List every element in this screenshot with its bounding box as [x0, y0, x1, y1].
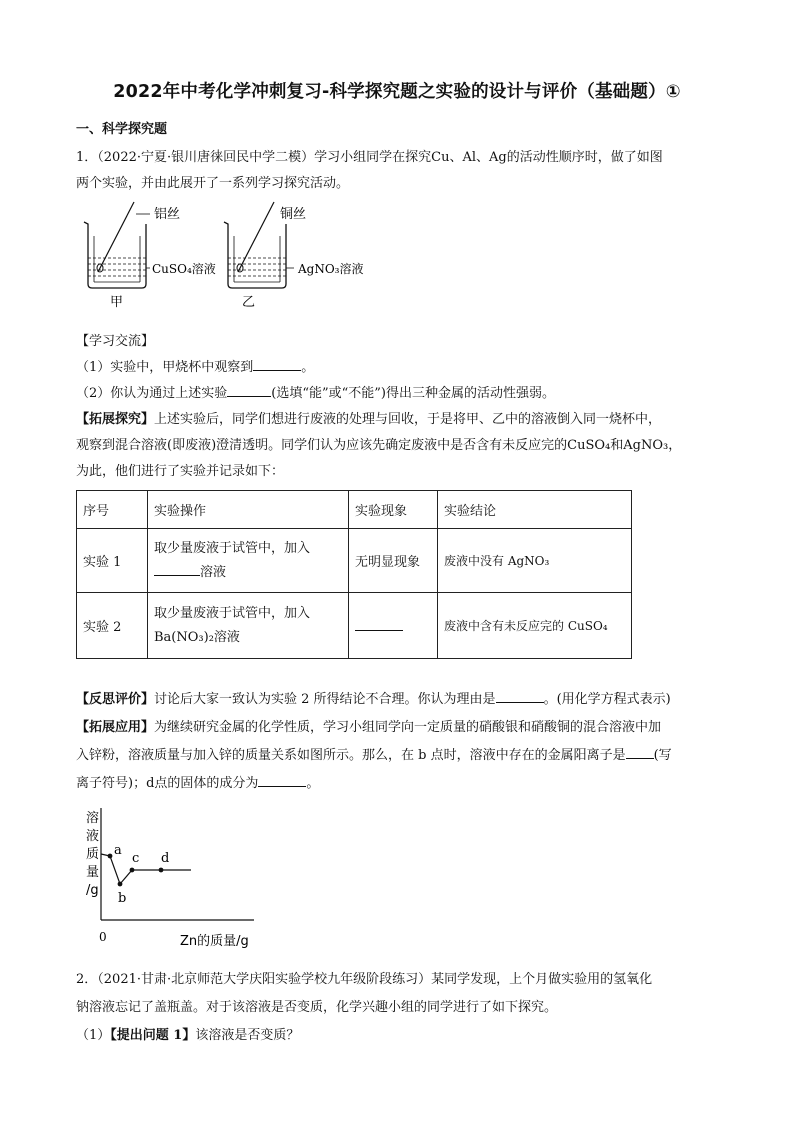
table-header-row — [77, 491, 632, 529]
table-cell: 无明显现象 — [349, 529, 438, 593]
q2-line1: 2．（2021·甘肃·北京师范大学庆阳实验学校九年级阶段练习）某同学发现，上个月做实验用的氢氧化 — [76, 972, 653, 987]
y-axis-label — [86, 810, 99, 898]
beaker1-solution-label: CuSO₄溶液 — [152, 262, 216, 276]
page-title: 2022年中考化学冲刺复习-科学探究题之实验的设计与评价（基础题）① — [113, 82, 681, 102]
y-axis-label-char: /g — [86, 883, 99, 898]
table-cell: 废液中含有未反应完的 CuSO₄ — [438, 593, 632, 659]
answer-blank[interactable] — [154, 561, 200, 576]
expand-text1: 上述实验后，同学们想进行废液的处理与回收，于是将甲、乙中的溶液倒入同一烧杯中， — [154, 412, 662, 427]
answer-blank[interactable] — [355, 616, 403, 631]
q2-line2: 钠溶液忘记了盖瓶盖。对于该溶液是否变质，化学兴趣小组的同学进行了如下探究。 — [76, 1000, 558, 1015]
expand-line2: 观察到混合溶液(即废液)澄清透明。同学们认为应该先确定废液中是否含有未反应完的CuSO₄和AgNO₃， — [76, 438, 682, 453]
point-d — [159, 868, 164, 873]
q1-part1-text: （1）实验中，甲烧杯中观察到 — [76, 360, 254, 375]
op-text: 取少量废液于试管中，加入 — [154, 605, 311, 621]
q1-intro-line1: 1．（2022·宁夏·银川唐徕回民中学二模）学习小组同学在探究Cu、Al、Ag的活动性顺序时，做了如图 — [76, 150, 663, 165]
y-axis-label-char: 液 — [86, 829, 100, 844]
exchange-heading: 【学习交流】 — [76, 334, 155, 349]
table-row — [77, 529, 632, 593]
apply-line1 — [76, 716, 661, 735]
point-label-b: b — [118, 891, 127, 906]
beaker2-wire-label: 铜丝 — [280, 207, 307, 222]
beaker1-name: 甲 — [110, 295, 124, 310]
expand-line1 — [76, 408, 661, 427]
answer-blank[interactable] — [258, 772, 306, 787]
q1-part2-end: (选填“能”或“不能”)得出三种金属的活动性强弱。 — [271, 386, 556, 401]
origin-label: 0 — [99, 930, 107, 944]
apply-text3-end: 。 — [306, 776, 320, 791]
reflect-end: 。(用化学方程式表示) — [543, 692, 671, 707]
table-header: 实验操作 — [148, 491, 349, 529]
apply-heading: 【拓展应用】 — [76, 720, 155, 735]
reflect-heading: 【反思评价】 — [76, 692, 155, 707]
beaker-jia — [84, 202, 150, 288]
point-label-d: d — [161, 851, 170, 866]
reflect-line — [76, 688, 671, 707]
point-label-a: a — [114, 843, 122, 858]
expand-line3: 为此，他们进行了实验并记录如下： — [76, 464, 285, 479]
q1-part2 — [76, 382, 555, 401]
table-cell: 废液中没有 AgNO₃ — [438, 529, 632, 593]
table-cell — [148, 529, 349, 593]
answer-blank[interactable] — [253, 356, 301, 371]
answer-blank[interactable] — [626, 744, 654, 759]
point-c — [130, 868, 135, 873]
table-cell: 实验 1 — [77, 529, 148, 593]
table-cell: 实验 2 — [77, 593, 148, 659]
op-text: 取少量废液于试管中，加入 — [154, 540, 311, 556]
q2-line3 — [76, 1024, 299, 1043]
op-text-line2 — [154, 561, 342, 585]
table-row — [77, 593, 632, 659]
apply-text1: 为继续研究金属的化学性质，学习小组同学向一定质量的硝酸银和硝酸铜的混合溶液中加 — [154, 720, 662, 735]
y-axis-label-char: 质 — [86, 847, 100, 862]
answer-blank[interactable] — [227, 382, 271, 397]
beaker1-wire-label: 铝丝 — [154, 207, 181, 222]
apply-line2 — [76, 744, 672, 763]
q2-line3-prefix: （1） — [76, 1028, 111, 1043]
point-b — [118, 882, 123, 887]
table-cell — [148, 593, 349, 659]
y-axis-label-char: 溶 — [86, 811, 100, 826]
q2-question-heading: 【提出问题 1】 — [110, 1028, 196, 1043]
mass-curve — [101, 854, 191, 884]
expand-heading: 【拓展探究】 — [76, 412, 155, 427]
beaker-figure — [76, 196, 396, 312]
apply-line3 — [76, 772, 319, 791]
experiment-table — [76, 490, 632, 659]
point-label-c: c — [132, 851, 140, 866]
table-header: 序号 — [77, 491, 148, 529]
y-axis-label-char: 量 — [86, 865, 100, 880]
q1-part1-end: 。 — [301, 360, 315, 375]
q1-part1 — [76, 356, 314, 375]
beaker2-name: 乙 — [242, 295, 256, 310]
point-a — [108, 854, 113, 859]
table-cell — [349, 593, 438, 659]
reflect-text: 讨论后大家一致认为实验 2 所得结论不合理。你认为理由是 — [154, 692, 496, 707]
table-header: 实验现象 — [349, 491, 438, 529]
q1-part2-text: （2）你认为通过上述实验 — [76, 386, 228, 401]
zn-mass-chart — [76, 800, 276, 950]
apply-text3: 离子符号)；d点的固体的成分为 — [76, 776, 259, 791]
answer-blank[interactable] — [496, 688, 544, 703]
op-text-suffix: 溶液 — [200, 564, 227, 580]
op-text-line2: Ba(NO₃)₂溶液 — [154, 629, 240, 645]
apply-text2-end: (写 — [653, 748, 672, 763]
apply-text2: 入锌粉，溶液质量与加入锌的质量关系如图所示。那么，在 b 点时，溶液中存在的金属阳离子是 — [76, 748, 626, 763]
q2-line3-text: 该溶液是否变质？ — [195, 1028, 300, 1043]
x-axis-label: Zn的质量/g — [180, 934, 249, 949]
table-header: 实验结论 — [438, 491, 632, 529]
q1-intro-line2: 两个实验，并由此展开了一系列学习探究活动。 — [76, 176, 350, 191]
section-heading: 一、科学探究题 — [76, 122, 168, 137]
beaker2-solution-label: AgNO₃溶液 — [298, 262, 364, 276]
